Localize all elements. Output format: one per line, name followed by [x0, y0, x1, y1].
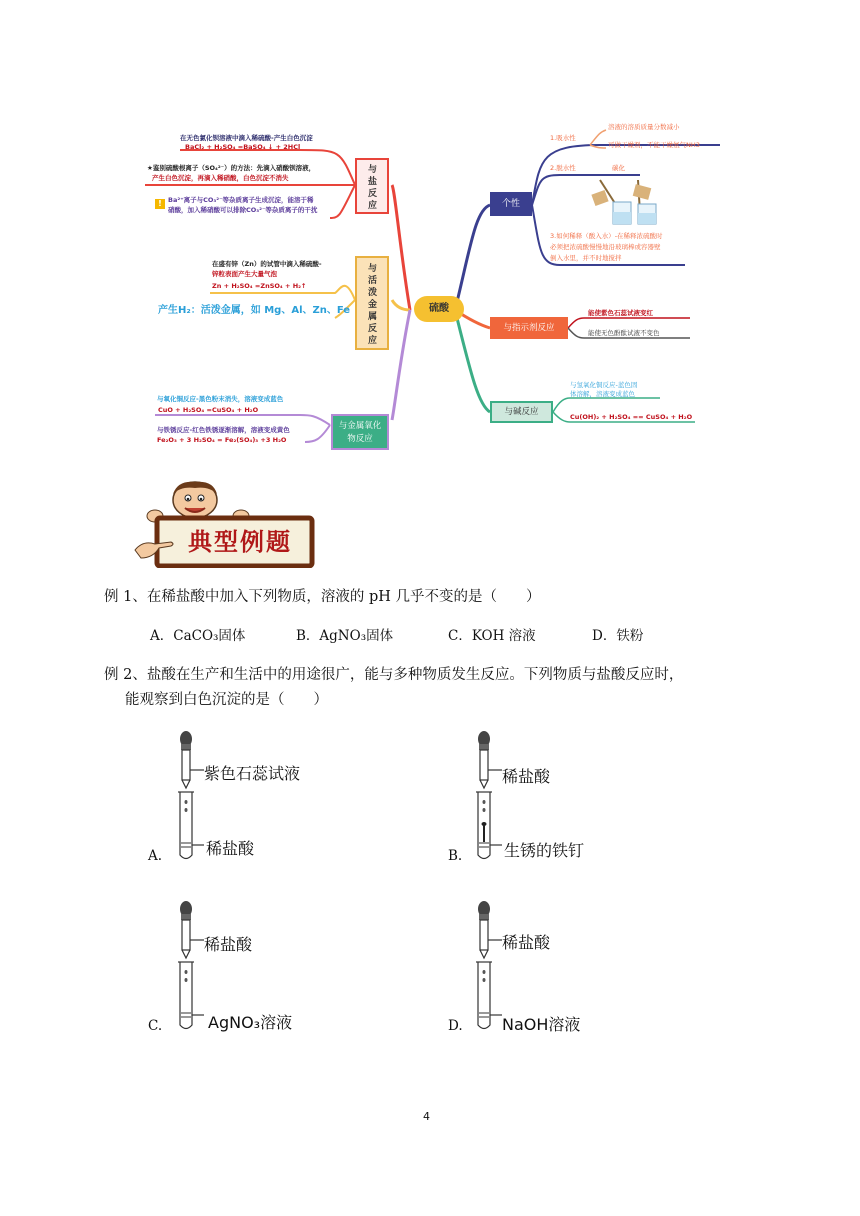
page-number: 4: [423, 1110, 430, 1123]
example1-stem: 例 1、在稀盐酸中加入下列物质，溶液的 pH 几乎不变的是（ ）: [104, 589, 541, 605]
example1-option-b: B．AgNO₃固体: [296, 628, 394, 644]
salt-line1: 在无色氯化钡溶液中滴入稀硫酸-产生白色沉淀: [180, 134, 313, 142]
figure-a-letter: A.: [148, 848, 163, 864]
figure-d-dropper-label: 稀盐酸: [502, 933, 551, 952]
figure-a-dropper-label: 紫色石蕊试液: [204, 764, 301, 783]
salt-line3: ★鉴别硫酸根离子（SO₄²⁻）的方法：先滴入硝酸钡溶液，: [147, 164, 316, 172]
mindmap: [0, 0, 860, 460]
salt-line2: BaCl₂ + H₂SO₄ =BaSO₄ ↓ + 2HCl: [185, 143, 301, 151]
base-a2: 体溶解，溶液变成蓝色: [570, 390, 635, 398]
base-eq: Cu(OH)₂ + H₂SO₄ == CuSO₄ + H₂O: [570, 413, 693, 421]
example2-stem-line1: 例 2、盐酸在生产和生活中的用途很广，能与多种物质发生反应。下列物质与盐酸反应时，: [104, 667, 684, 683]
figure-b-dropper-label: 稀盐酸: [502, 767, 551, 786]
oxide-node: 与金属氧化物反应: [331, 414, 389, 450]
example2-stem-line2: 能观察到白色沉淀的是（ ）: [125, 692, 328, 708]
metal-line4: 产生H₂：活泼金属，如 Mg、Al、Zn、Fe: [158, 305, 351, 316]
dehydrate-a: 碳化: [612, 164, 625, 172]
indicator-node: 与指示剂反应: [490, 317, 568, 339]
salt-line5: Ba²⁺离子与CO₃²⁻等杂质离子生成沉淀，能溶于稀: [168, 196, 314, 204]
figure-c-dropper-label: 稀盐酸: [204, 935, 253, 954]
figure-d: [448, 900, 708, 1040]
salt-line4: 产生白色沉淀，再滴入稀硝酸，白色沉淀不消失: [152, 174, 289, 182]
figure-d-tube-label: NaOH溶液: [502, 1015, 581, 1034]
salt-line6: 硝酸，加入稀硝酸可以排除CO₃²⁻等杂质离子的干扰: [168, 206, 318, 214]
metal-line3: Zn + H₂SO₄ =ZnSO₄ + H₂↑: [212, 282, 307, 290]
dilute-line3: 倒入水里，并不时地搅拌: [550, 254, 622, 262]
figure-b-letter: B.: [448, 848, 463, 864]
oxide-line2: CuO + H₂SO₄ =CuSO₄ + H₂O: [158, 406, 259, 414]
base-a1: 与氢氧化铜反应-蓝色固: [570, 381, 638, 389]
example-banner: [133, 478, 318, 568]
dilute-line2: 必须把浓硫酸慢慢地沿玻璃棒或容器壁: [550, 243, 661, 251]
example1-option-d: D．铁粉: [592, 628, 644, 644]
figure-d-letter: D.: [448, 1018, 463, 1034]
figure-b: [448, 730, 708, 870]
example1-option-c: C．KOH 溶液: [448, 628, 536, 644]
metal-node: 与活泼金属反应: [355, 256, 389, 350]
indicator-b: 能使无色酚酞试液不变色: [588, 329, 660, 337]
oxide-line3: 与铁锈反应-红色铁锈逐渐溶解，溶液变成黄色: [157, 426, 290, 434]
dilute-line1: 3.如何稀释（酸入水）-在稀释浓硫酸时: [550, 232, 663, 240]
oxide-line4: Fe₂O₃ + 3 H₂SO₄ = Fe₂(SO₄)₃ +3 H₂O: [157, 436, 287, 444]
figure-c-letter: C.: [148, 1018, 163, 1034]
figure-c-tube-label: AgNO₃溶液: [208, 1013, 293, 1032]
base-node: 与碱反应: [490, 401, 553, 423]
figure-b-tube-label: 生锈的铁钉: [504, 841, 585, 860]
indicator-a: 能使紫色石蕊试液变红: [588, 309, 653, 317]
figure-a: [148, 730, 408, 870]
absorb-a: 溶液的溶质质量分数减小: [608, 123, 680, 131]
metal-line1: 在盛有锌（Zn）的试管中滴入稀硫酸-: [212, 260, 322, 268]
figure-a-tube-label: 稀盐酸: [206, 839, 255, 858]
mindmap-connectors: [0, 0, 860, 460]
figure-c: [148, 900, 408, 1040]
dehydrate-label: 2.脱水性: [550, 164, 576, 172]
center-node: 硫酸: [414, 296, 464, 322]
absorb-b: 可做干燥剂，不能干燥氨气NH3: [608, 141, 700, 149]
absorb-label: 1.吸水性: [550, 134, 576, 142]
example1-option-a: A．CaCO₃固体: [150, 628, 246, 644]
dilution-illustration: [588, 178, 663, 226]
oxide-line1: 与氧化铜反应-黑色粉末消失，溶液变成蓝色: [157, 395, 284, 403]
salt-node: 与盐反应: [355, 158, 389, 214]
banner-title: 典型例题: [188, 527, 292, 556]
personality-node: 个性: [490, 192, 532, 216]
warning-icon: !: [155, 199, 165, 209]
metal-line2: 锌粒表面产生大量气泡: [212, 270, 277, 278]
